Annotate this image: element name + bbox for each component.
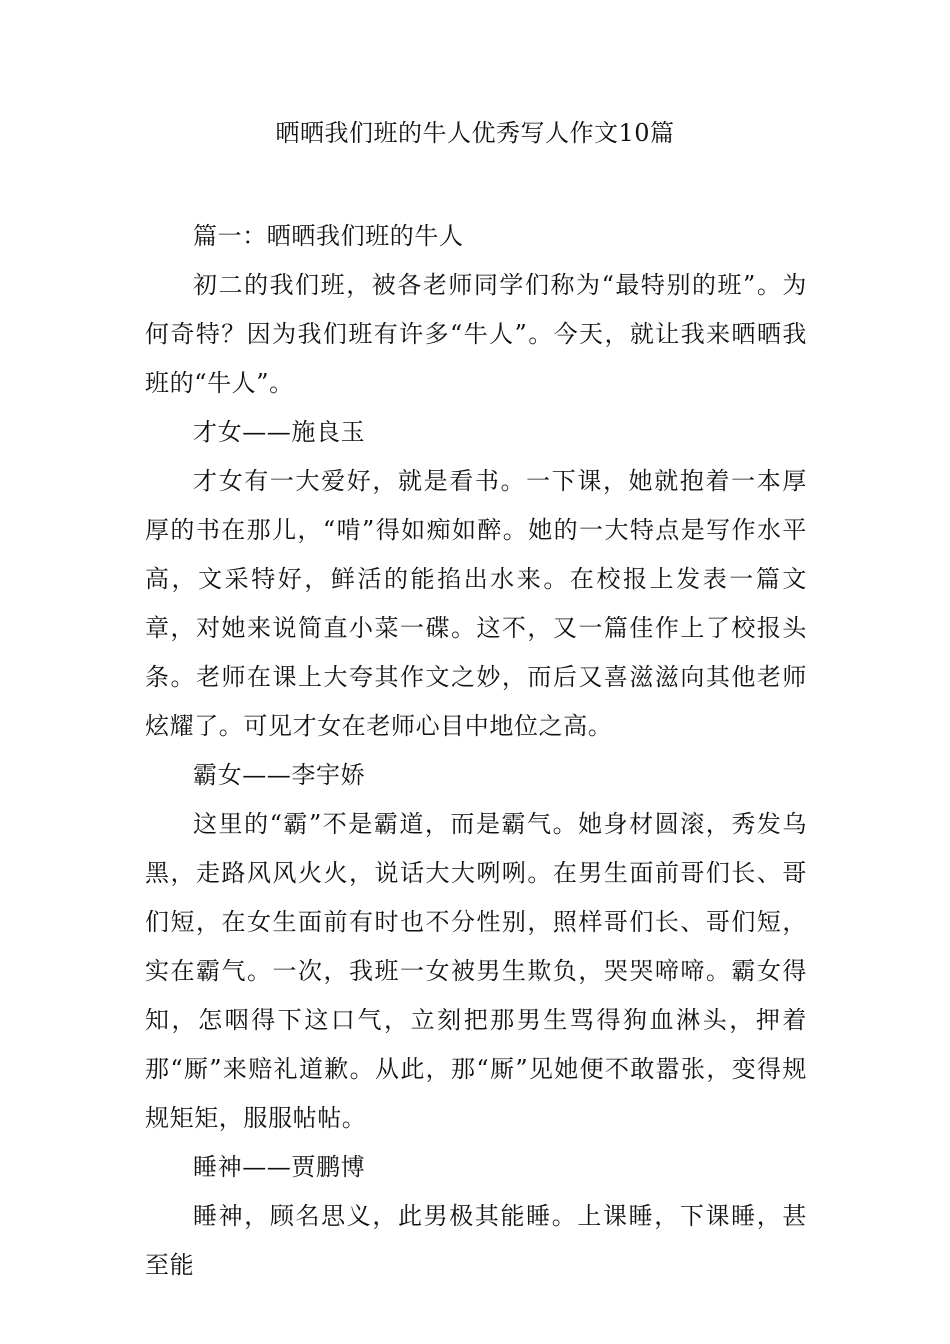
subheading: 霸女——李宇娇 (193, 761, 366, 789)
paragraph: 才女有一大爱好，就是看书。一下课，她就抱着一本厚厚的书在那儿，“啃”得如痴如醉。她的一大特点是写作水平高，文采特好，鲜活的能掐出水来。在校报上发表一篇文章，对她来说简直小菜一碟。这不，又一篇佳作上了校报头条。老师在课上大夸其作文之妙，而后又喜滋滋向其他老师炫耀了。可见才女在老师心目中地位之高。 (145, 467, 807, 740)
paragraph: 初二的我们班，被各老师同学们称为“最特别的班”。为何奇特？因为我们班有许多“牛人”。今天，就让我来晒晒我班的“牛人”。 (145, 271, 807, 397)
section-heading: 篇一：晒晒我们班的牛人 (193, 222, 464, 250)
document-body (145, 212, 807, 1290)
paragraph: 这里的“霸”不是霸道，而是霸气。她身材圆滚，秀发乌黑，走路风风火火，说话大大咧咧。在男生面前哥们长、哥们短，在女生面前有时也不分性别，照样哥们长、哥们短，实在霸气。一次，我班一女被男生欺负，哭哭啼啼。霸女得知，怎咽得下这口气，立刻把那男生骂得狗血淋头，押着那“厮”来赔礼道歉。从此，那“厮”见她便不敢嚣张，变得规规矩矩，服服帖帖。 (145, 810, 807, 1132)
paragraph: 睡神，顾名思义，此男极其能睡。上课睡，下课睡，甚至能 (145, 1202, 807, 1279)
document-title: 晒晒我们班的牛人优秀写人作文10篇 (275, 119, 675, 147)
subheading: 睡神——贾鹏博 (193, 1153, 366, 1181)
subheading: 才女——施良玉 (193, 418, 366, 446)
